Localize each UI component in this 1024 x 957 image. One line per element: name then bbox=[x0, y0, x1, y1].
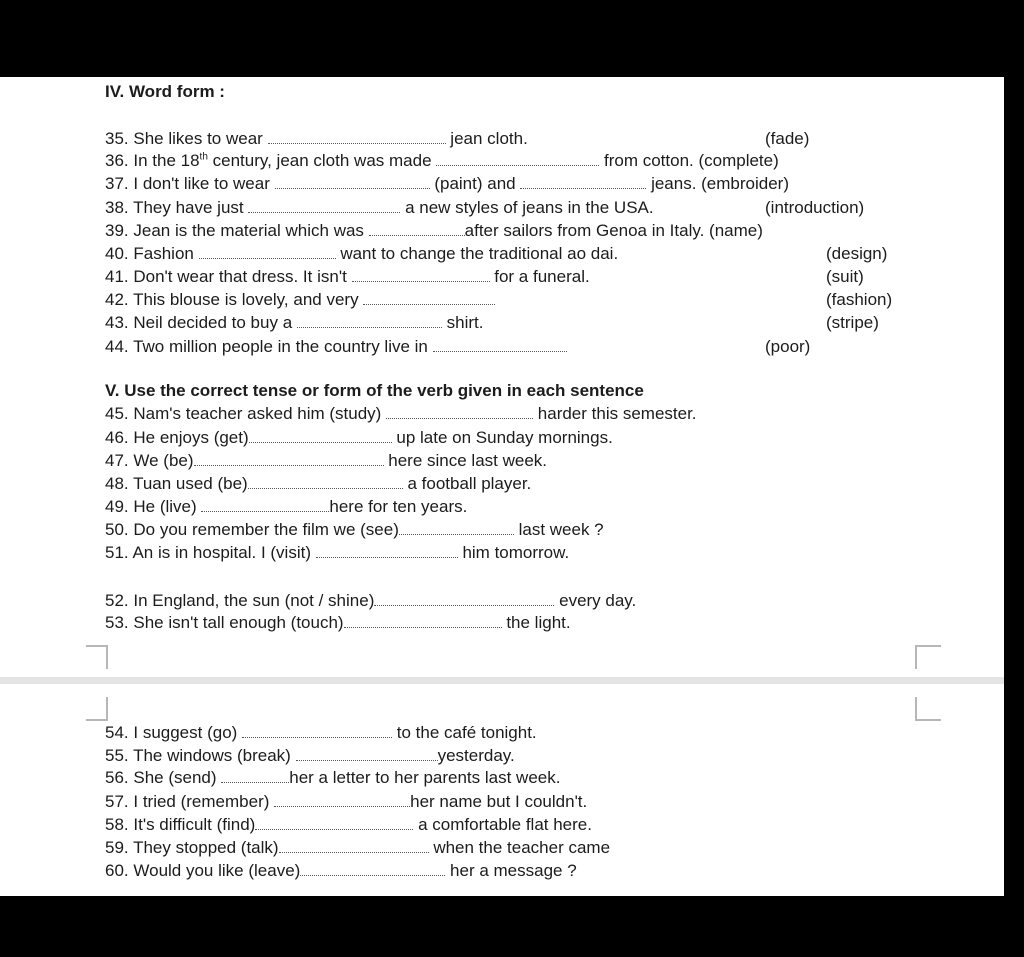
question-60: 60. Would you like (leave) her a message ? bbox=[105, 861, 577, 880]
question-49: 49. He (live) here for ten years. bbox=[105, 497, 468, 516]
question-50: 50. Do you remember the film we (see) last week ? bbox=[105, 520, 604, 539]
answer-blank[interactable] bbox=[433, 339, 567, 352]
crop-mark-left-bottom bbox=[86, 697, 108, 721]
cue-43: (stripe) bbox=[826, 313, 879, 332]
question-38: 38. They have just a new styles of jeans in the USA. bbox=[105, 198, 654, 217]
answer-blank[interactable] bbox=[316, 545, 458, 558]
section-5-title: V. Use the correct tense or form of the verb given in each sentence bbox=[105, 381, 644, 400]
answer-blank[interactable] bbox=[274, 794, 410, 807]
question-41: 41. Don't wear that dress. It isn't for a funeral. bbox=[105, 267, 590, 286]
answer-blank[interactable] bbox=[363, 292, 495, 305]
answer-blank[interactable] bbox=[436, 153, 599, 166]
answer-blank[interactable] bbox=[201, 499, 329, 512]
answer-blank[interactable] bbox=[249, 430, 392, 443]
section-4-title: IV. Word form : bbox=[105, 82, 225, 101]
answer-blank[interactable] bbox=[369, 223, 465, 236]
answer-blank[interactable] bbox=[248, 200, 400, 213]
question-37: 37. I don't like to wear (paint) and jeans. (embroider) bbox=[105, 174, 790, 193]
answer-blank[interactable] bbox=[352, 269, 490, 282]
answer-blank[interactable] bbox=[374, 593, 554, 606]
answer-blank[interactable] bbox=[279, 840, 429, 853]
question-44: 44. Two million people in the country live in bbox=[105, 337, 567, 357]
answer-blank[interactable] bbox=[399, 522, 514, 535]
question-53: 53. She isn't tall enough (touch) the light. bbox=[105, 613, 571, 632]
question-43: 43. Neil decided to buy a shirt. bbox=[105, 313, 484, 332]
page-break bbox=[0, 677, 1004, 684]
answer-blank[interactable] bbox=[221, 770, 289, 783]
question-45: 45. Nam's teacher asked him (study) harder this semester. bbox=[105, 404, 697, 423]
question-57: 57. I tried (remember) her name but I couldn't. bbox=[105, 792, 588, 811]
question-56: 56. She (send) her a letter to her parents last week. bbox=[105, 768, 561, 787]
cue-44: (poor) bbox=[765, 337, 811, 356]
cue-41: (suit) bbox=[826, 267, 864, 286]
question-59: 59. They stopped (talk) when the teacher came bbox=[105, 838, 611, 857]
answer-blank[interactable] bbox=[199, 246, 336, 259]
answer-blank[interactable] bbox=[255, 817, 413, 830]
question-58: 58. It's difficult (find) a comfortable flat here. bbox=[105, 815, 592, 834]
answer-blank[interactable] bbox=[297, 315, 442, 328]
answer-blank[interactable] bbox=[248, 476, 403, 489]
answer-blank[interactable] bbox=[520, 176, 646, 189]
question-47: 47. We (be) here since last week. bbox=[105, 451, 548, 470]
question-51: 51. An is in hospital. I (visit) him tomorrow. bbox=[105, 543, 570, 562]
cue-40: (design) bbox=[826, 244, 888, 263]
crop-mark-right-top bbox=[915, 645, 941, 669]
question-54: 54. I suggest (go) to the café tonight. bbox=[105, 723, 537, 742]
answer-blank[interactable] bbox=[300, 863, 445, 876]
question-48: 48. Tuan used (be) a football player. bbox=[105, 474, 532, 493]
question-42: 42. This blouse is lovely, and very bbox=[105, 290, 495, 310]
question-46: 46. He enjoys (get) up late on Sunday mornings. bbox=[105, 428, 613, 447]
answer-blank[interactable] bbox=[275, 176, 430, 189]
question-35: 35. She likes to wear jean cloth. bbox=[105, 129, 528, 148]
answer-blank[interactable] bbox=[296, 748, 438, 761]
question-52: 52. In England, the sun (not / shine) every day. bbox=[105, 591, 637, 610]
answer-blank[interactable] bbox=[242, 725, 392, 738]
answer-blank[interactable] bbox=[344, 615, 502, 628]
cue-35: (fade) bbox=[765, 129, 810, 148]
answer-blank[interactable] bbox=[194, 453, 384, 466]
cue-38: (introduction) bbox=[765, 198, 865, 217]
question-39: 39. Jean is the material which was after sailors from Genoa in Italy. (name) bbox=[105, 221, 763, 240]
answer-blank[interactable] bbox=[268, 131, 446, 144]
question-40: 40. Fashion want to change the traditional ao dai. bbox=[105, 244, 619, 263]
crop-mark-right-bottom bbox=[915, 697, 941, 721]
answer-blank[interactable] bbox=[386, 406, 533, 419]
crop-mark-left-top bbox=[86, 645, 108, 669]
cue-42: (fashion) bbox=[826, 290, 893, 309]
question-55: 55. The windows (break) yesterday. bbox=[105, 746, 515, 765]
question-36: 36. In the 18th century, jean cloth was made from cotton. (complete) bbox=[105, 151, 779, 170]
